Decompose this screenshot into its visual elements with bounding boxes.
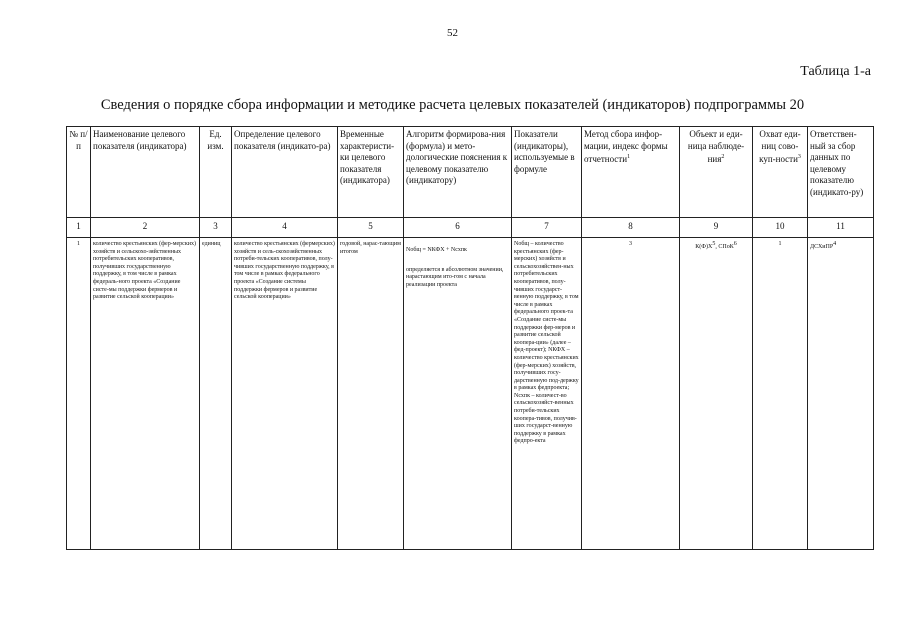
header-name: Наименование целевого показателя (индикатора) <box>91 127 200 218</box>
row-method: 3 <box>582 238 680 550</box>
document-title: Сведения о порядке сбора информации и методике расчета целевых показателей (индикаторов) подпрограммы 20 <box>100 97 805 113</box>
header-unit: Ед. изм. <box>200 127 232 218</box>
row-num: 1 <box>67 238 91 550</box>
column-number: 1 <box>67 218 91 238</box>
header-coverage-text: Охват еди-ниц сово-куп-ности <box>759 129 801 164</box>
row-object-footnote-1: 5 <box>712 241 716 247</box>
column-number: 3 <box>200 218 232 238</box>
row-formula: Nобщ = NКФХ + Nсхпк <box>406 247 467 253</box>
header-object <box>680 127 753 218</box>
header-method-text: Метод сбора инфор-мации, индекс формы отчетности <box>584 129 668 164</box>
header-object-footnote: 2 <box>721 154 725 160</box>
header-coverage <box>753 127 808 218</box>
row-formula-note: определяется в абсолютном значении, нарастающим ито-гом с начала реализации проекта <box>406 266 504 288</box>
column-number: 6 <box>404 218 512 238</box>
column-number: 11 <box>808 218 874 238</box>
header-object-text: Объект и еди-ница наблюде-ния <box>687 129 745 164</box>
column-number: 7 <box>512 218 582 238</box>
row-object-footnote-2: 6 <box>733 241 737 247</box>
page-number: 52 <box>447 27 458 39</box>
header-indicators: Показатели (индикаторы), используемые в формуле <box>512 127 582 218</box>
row-object-kfh: К(Ф)Х <box>695 244 713 250</box>
column-number: 2 <box>91 218 200 238</box>
header-responsible: Ответствен-ный за сбор данных по целевому показателю (индикато-ру) <box>808 127 874 218</box>
header-algorithm: Алгоритм формирова-ния (формула) и мето-дологические пояснения к целевому показателю (индикатору) <box>404 127 512 218</box>
column-number: 5 <box>338 218 404 238</box>
row-responsible-footnote: 4 <box>833 241 837 247</box>
column-number: 8 <box>582 218 680 238</box>
header-num: № п/п <box>67 127 91 218</box>
column-numbers-row <box>67 218 874 238</box>
header-coverage-footnote: 3 <box>797 154 801 160</box>
column-number: 9 <box>680 218 753 238</box>
row-definition: количество крестьянских (фермерских) хозяйств и сель-скохозяйственных потреби-тельских кооперативов, полу-чивших государственную поддержку, в том числе в рамках федерального проекта «Создание системы поддержки фермеров и развитие сельской кооперации» <box>232 238 338 550</box>
header-method-footnote: 1 <box>627 154 631 160</box>
indicators-table <box>66 126 874 550</box>
row-responsible-text: ДСХиПР <box>810 244 834 250</box>
header-definition: Определение целевого показателя (индикато-ра) <box>232 127 338 218</box>
column-number: 10 <box>753 218 808 238</box>
header-method <box>582 127 680 218</box>
row-object <box>680 238 753 550</box>
header-timing: Временные характеристи-ки целевого показателя (индикатора) <box>338 127 404 218</box>
row-timing: годовой, нарас-тающим итогом <box>338 238 404 550</box>
row-name: количество крестьянских (фер-мерских) хозяйств и сельскохо-зяйственных потребительских кооперативов, получивших государственную поддержку, в том числе в рамках федераль-ного проекта «Создание систе-мы поддержки фермеров и развитие сельской кооперации» <box>91 238 200 550</box>
table-label: Таблица 1-а <box>800 64 871 79</box>
table-row <box>67 238 874 550</box>
column-number: 4 <box>232 218 338 238</box>
row-responsible <box>808 238 874 550</box>
row-unit: единиц <box>200 238 232 550</box>
header-row <box>67 127 874 218</box>
row-algorithm <box>404 238 512 550</box>
row-indicators: Nобщ – количество крестьянских (фер-мерских) хозяйств и сельскохозяйствен-ных потребительских кооперативов, полу-чивших государст-венную поддержку, в том числе в рамках федерального проек-та «Создание систе-мы поддержки фер-меров и развитие сельской коопера-ции» (далее – фед-проект); NКФХ – количество крестьянских (фер-мерских) хозяйств, получивших госу-дарственную под-держку в рамках федпроекта; Nсхпк – количест-во сельскохозяйст-венных потреби-тельских коопера-тивов, получив-ших государст-венную поддержку в рамках федпро-екта <box>512 238 582 550</box>
row-object-spok: , СПоК <box>715 244 734 250</box>
row-coverage: 1 <box>753 238 808 550</box>
